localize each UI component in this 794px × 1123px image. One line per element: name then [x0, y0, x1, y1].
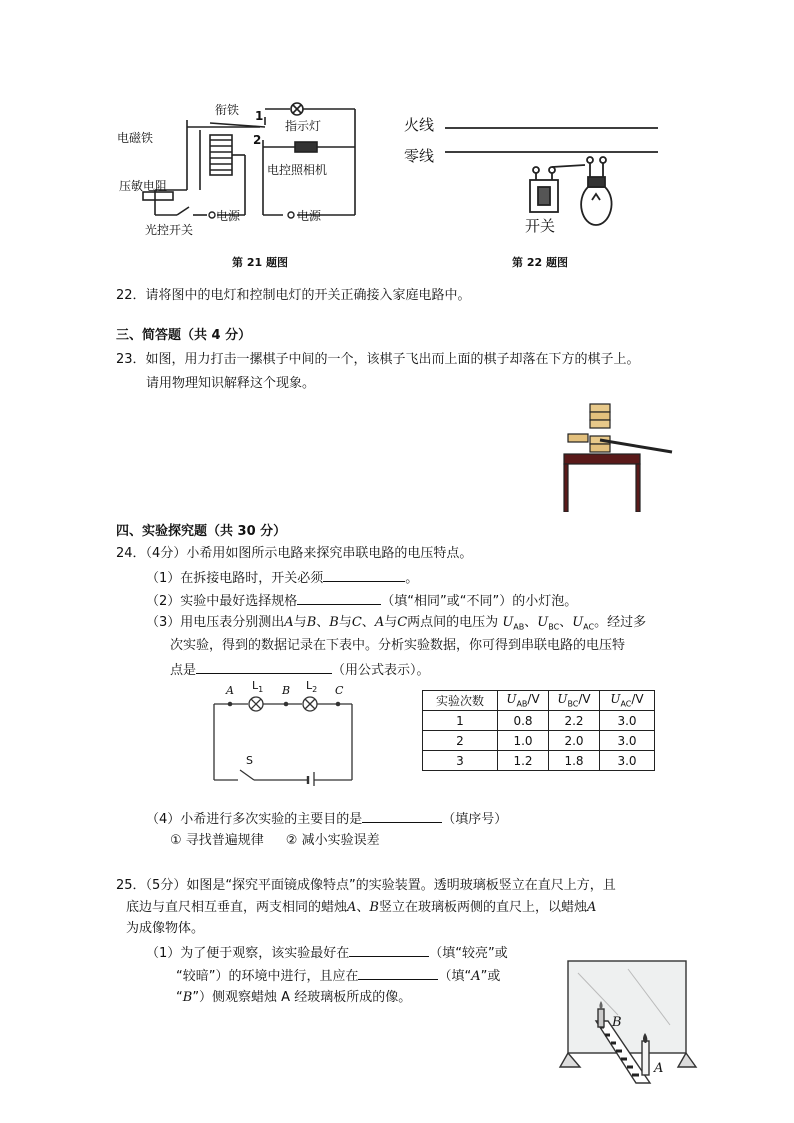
label-pressure-resistor: 压敏电阻 [119, 179, 168, 193]
series-circuit-drawing [208, 682, 358, 786]
table-header-trial: 实验次数 [423, 691, 498, 711]
mirror-experiment-figure [558, 955, 698, 1085]
circuit-lamp-l1: $L_1$ [252, 679, 264, 695]
label-light-switch: 光控开关 [145, 223, 194, 237]
question-25-part1-line1: （1）为了便于观察，该实验最好在 （填“较亮”或 [146, 942, 508, 964]
label-armature: 衔铁 [215, 103, 240, 117]
question-25-line2: 底边与直尺相互垂直，两支相同的蜡烛A、B竖立在玻璃板两侧的直尺上，以蜡烛A [126, 900, 597, 915]
question-24-part3-line3: 点是 （用公式表示）。 [170, 659, 430, 681]
table-header-uac: $U_{AC}/V$ [600, 691, 655, 711]
label-indicator-lamp: 指示灯 [285, 119, 322, 133]
label-live-wire: 火线 [404, 116, 435, 134]
candle-b-label: B [612, 1015, 622, 1030]
table-row [423, 731, 655, 751]
question-24-intro: 24．（4分）小希用如图所示电路来探究串联电路的电压特点。 [116, 546, 473, 561]
candle-a-label: A [654, 1061, 664, 1076]
question-23-line1: 23．如图，用力打击一摞棋子中间的一个，该棋子飞出而上面的棋子却落在下方的棋子上。 [116, 352, 640, 367]
question-24-part3-line2: 次实验，得到的数据记录在下表中。分析实验数据，你可得到串联电路的电压特 [170, 638, 626, 653]
question-24-options [170, 831, 380, 851]
table-cell: 3 [423, 751, 498, 771]
circuit-point-c: C [335, 684, 344, 697]
answer-blank-24-4[interactable] [362, 808, 442, 823]
figure-22-caption: 第 22 题图 [512, 256, 568, 269]
table-cell: 2.2 [549, 711, 600, 731]
answer-blank-25-2[interactable] [358, 965, 438, 980]
series-circuit-figure [208, 679, 358, 786]
chess-stack-figure [560, 400, 680, 512]
table-cell: 3.0 [600, 731, 655, 751]
table-header-ubc: $U_{BC}/V$ [549, 691, 600, 711]
table-cell: 2 [423, 731, 498, 751]
table-cell: 1 [423, 711, 498, 731]
answer-blank-25-1[interactable] [349, 942, 429, 957]
circuit-switch-s: S [246, 754, 253, 767]
question-24-part4: （4）小希进行多次实验的主要目的是 （填序号） [146, 808, 507, 830]
label-source-2: 电源 [297, 209, 322, 223]
question-23-line2: 请用物理知识解释这个现象。 [146, 376, 316, 391]
table-header-row [423, 691, 655, 711]
chess-stack-drawing [560, 400, 680, 512]
answer-blank-24-2[interactable] [297, 590, 381, 605]
mirror-experiment-drawing [558, 955, 698, 1085]
figure-22 [400, 105, 670, 245]
table-row [423, 711, 655, 731]
label-switch: 开关 [525, 217, 556, 235]
table-cell: 3.0 [600, 711, 655, 731]
label-contact-1: 1 [255, 109, 264, 123]
table-cell: 0.8 [498, 711, 549, 731]
figure-21-caption: 第 21 题图 [232, 256, 288, 269]
circuit-point-b: B [282, 684, 291, 697]
option-1: ① 寻找普遍规律 [170, 833, 264, 848]
table-cell: 2.0 [549, 731, 600, 751]
question-22: 22．请将图中的电灯和控制电灯的开关正确接入家庭电路中。 [116, 288, 471, 303]
voltage-data-table [422, 690, 655, 771]
table-header-uab: $U_{AB}/V$ [498, 691, 549, 711]
question-24-part3-line1: （3）用电压表分别测出A与B、B与C、A与C两点间的电压为 $U_{AB}$、$U_{BC}$、$U_{AC}$。经过多 [146, 615, 647, 632]
label-source-1: 电源 [216, 209, 241, 223]
section-3-title: 三、简答题（共 4 分） [116, 328, 252, 343]
label-camera: 电控照相机 [267, 163, 328, 177]
table-cell: 3.0 [600, 751, 655, 771]
option-2: ② 减小实验误差 [285, 833, 380, 848]
answer-blank-24-3[interactable] [196, 659, 332, 674]
answer-blank-24-1[interactable] [323, 567, 405, 582]
label-neutral-wire: 零线 [404, 147, 435, 165]
circuit-point-a: A [226, 684, 234, 697]
label-electromagnet: 电磁铁 [117, 131, 154, 145]
question-25-line1: 25．（5分）如图是“探究平面镜成像特点”的实验装置。透明玻璃板竖立在直尺上方，且 [116, 878, 616, 893]
question-24-part2: （2）实验中最好选择规格 （填“相同”或“不同”）的小灯泡。 [146, 590, 577, 612]
question-25-part1-line3: “B”）侧观察蜡烛 A 经玻璃板所成的像。 [176, 990, 412, 1005]
figure-21 [115, 95, 375, 245]
circuit-lamp-l2: $L_2$ [306, 679, 318, 695]
table-cell: 1.8 [549, 751, 600, 771]
question-24-part1: （1）在拆接电路时，开关必须 。 [146, 567, 418, 589]
question-25-line3: 为成像物体。 [126, 921, 205, 936]
table-row [423, 751, 655, 771]
table-cell: 1.2 [498, 751, 549, 771]
section-4-title: 四、实验探究题（共 30 分） [116, 524, 287, 539]
table-cell: 1.0 [498, 731, 549, 751]
label-contact-2: 2 [253, 133, 262, 147]
question-25-part1-line2: “较暗”）的环境中进行，且应在 （填“A”或 [176, 965, 500, 987]
